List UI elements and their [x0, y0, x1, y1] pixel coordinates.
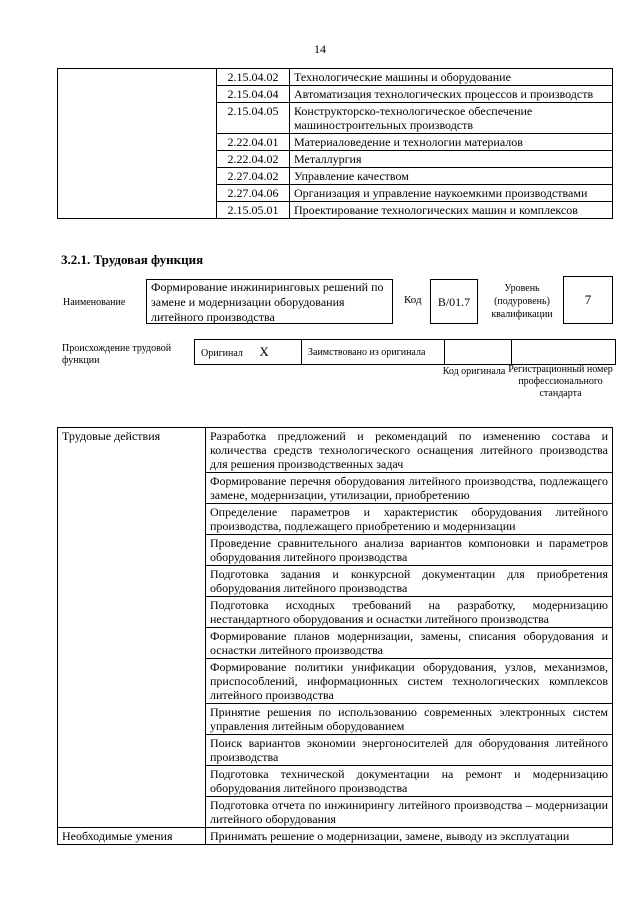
- blank-cell: [58, 202, 217, 219]
- code-row: [58, 69, 613, 86]
- labor-action: Принятие решения по использованию современных электронных систем управления литейным оборудованием: [206, 704, 613, 735]
- specialty-name: Конструкторско-технологическое обеспечение машиностроительных производств: [290, 103, 613, 134]
- skills-category: Необходимые умения: [58, 828, 206, 845]
- specialty-name: Материаловедение и технологии материалов: [290, 134, 613, 151]
- specialty-code: 2.15.04.04: [217, 86, 290, 103]
- labor-action: Подготовка отчета по инжинирингу литейного производства – модернизации литейного оборудования: [206, 797, 613, 828]
- labor-action: Определение параметров и характеристик оборудования литейного производства, подлежащего приобретению и модернизации: [206, 504, 613, 535]
- blank-cell: [58, 168, 217, 185]
- specialty-name: Управление качеством: [290, 168, 613, 185]
- origin-table: [194, 339, 616, 365]
- original-mark: X: [259, 344, 269, 359]
- blank-cell: [58, 86, 217, 103]
- specialty-code: 2.27.04.06: [217, 185, 290, 202]
- origin-reg-cell: [512, 340, 616, 365]
- code-row: [58, 103, 613, 134]
- specialty-code: 2.15.05.01: [217, 202, 290, 219]
- labor-action: Формирование планов модернизации, замены, списания оборудования и оснастки литейного производства: [206, 628, 613, 659]
- origin-borrowed-cell: [302, 340, 445, 365]
- code-row: [58, 151, 613, 168]
- blank-cell: [58, 151, 217, 168]
- code-row: [58, 185, 613, 202]
- labor-action: Формирование перечня оборудования литейного производства, подлежащего замене, модернизации, утилизации, приобретению: [206, 473, 613, 504]
- specialty-code: 2.22.04.02: [217, 151, 290, 168]
- labor-action: Проведение сравнительного анализа вариантов компоновки и параметров оборудования литейного производства: [206, 535, 613, 566]
- codes-table: [57, 68, 613, 219]
- labor-action: Разработка предложений и рекомендаций по изменению состава и количества средств технологического оснащения литейного производства для решения производственных задач: [206, 428, 613, 473]
- level-value: 7: [563, 276, 613, 324]
- blank-cell: [58, 134, 217, 151]
- specialty-name: Организация и управление наукоемкими производствами: [290, 185, 613, 202]
- specialty-code: 2.15.04.02: [217, 69, 290, 86]
- page-number: 14: [314, 42, 326, 56]
- function-code-value: B/01.7: [430, 279, 478, 324]
- specialty-name: Проектирование технологических машин и комплексов: [290, 202, 613, 219]
- function-name-value: Формирование инжиниринговых решений по замене и модернизации оборудования литейного производства: [146, 279, 393, 324]
- action-row: [58, 428, 613, 473]
- code-row: [58, 134, 613, 151]
- origin-code-cell: [445, 340, 512, 365]
- code-label: Код: [404, 294, 422, 306]
- blank-cell: [58, 185, 217, 202]
- blank-cell: [58, 103, 217, 134]
- specialty-code: 2.27.04.02: [217, 168, 290, 185]
- labor-action: Формирование политики унификации оборудования, узлов, механизмов, приспособлений, информационных систем технологических комплексов литейного производства: [206, 659, 613, 704]
- actions-table: [57, 427, 613, 845]
- name-label: Наименование: [63, 297, 126, 308]
- blank-cell: [58, 69, 217, 86]
- specialty-name: Технологические машины и оборудование: [290, 69, 613, 86]
- skills-row: [58, 828, 613, 845]
- section-title: 3.2.1. Трудовая функция: [61, 252, 204, 267]
- code-row: [58, 202, 613, 219]
- code-row: [58, 168, 613, 185]
- labor-action: Поиск вариантов экономии энергоносителей для оборудования литейного производства: [206, 735, 613, 766]
- specialty-code: 2.22.04.01: [217, 134, 290, 151]
- code-row: [58, 86, 613, 103]
- specialty-name: Металлургия: [290, 151, 613, 168]
- labor-action: Подготовка технической документации на ремонт и модернизацию оборудования литейного производства: [206, 766, 613, 797]
- borrowed-label: Заимствовано из оригинала: [308, 346, 426, 358]
- original-label: Оригинал: [201, 348, 243, 359]
- specialty-code: 2.15.04.05: [217, 103, 290, 134]
- origin-original-cell: [195, 340, 302, 365]
- original-code-label: Код оригинала: [442, 366, 506, 377]
- origin-label: Происхождение трудовой функции: [62, 343, 172, 366]
- labor-action: Подготовка исходных требований на разработку, модернизацию нестандартного оборудования и оснастки литейного производства: [206, 597, 613, 628]
- specialty-name: Автоматизация технологических процессов и производств: [290, 86, 613, 103]
- skill-item: Принимать решение о модернизации, замене, выводу из эксплуатации: [206, 828, 613, 845]
- level-label: Уровень (подуровень) квалификации: [491, 283, 553, 320]
- registration-number-label: Регистрационный номер профессионального стандарта: [508, 364, 613, 399]
- labor-action: Подготовка задания и конкурсной документации для приобретения оборудования литейного производства: [206, 566, 613, 597]
- actions-category: Трудовые действия: [58, 428, 206, 828]
